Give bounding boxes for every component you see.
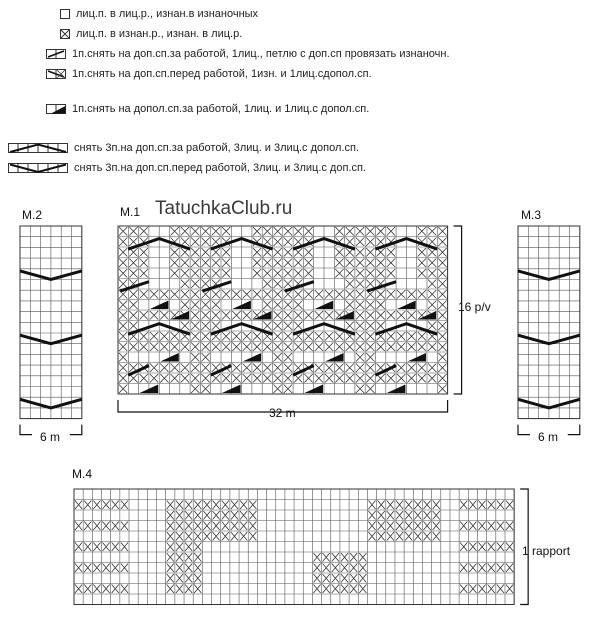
chart-m2-grid [20, 226, 82, 419]
legend-text: 1п.снять на доп.сп.перед работой, 1изн. и 1лиц.сдопол.сп. [72, 68, 372, 80]
chart-m4-title: M.4 [72, 467, 93, 481]
chart-m3-grid [518, 226, 580, 419]
legend-text: лиц.п. в лиц.р., изнан.в изнаночных [76, 8, 259, 20]
chart-m3-title: M.3 [521, 208, 542, 222]
chart-m3-grid-lines [518, 226, 580, 419]
chart-m1-width-bracket [118, 400, 448, 412]
chart-m1-grid-lines [118, 226, 448, 394]
legend-text: лиц.п. в изнан.р., изнан. в лиц.р. [76, 28, 243, 40]
chart-m2-grid-lines [20, 226, 82, 419]
chart-m3-width-bracket [518, 425, 580, 435]
watermark: TatuchkaClub.ru [155, 198, 293, 219]
chart-m4-grid-lines [74, 489, 514, 605]
chart-m4-repeat-label: 1 rapport [522, 544, 571, 558]
chart-m2-title: M.2 [22, 208, 43, 222]
chart-m1-title: M.1 [120, 205, 141, 219]
chart-m1-grid [118, 226, 448, 394]
legend-text: снять 3п.на доп.сп.за работой, 3лиц. и 3лиц.с допол.сп. [74, 142, 359, 154]
chart-m4-grid [74, 489, 514, 605]
legend-text: снять 3п.на доп.сп.перед работой, 3лиц. и 3лиц.с доп.сп. [74, 162, 366, 174]
chart-m1-height-label: 16 p/v [458, 300, 491, 314]
chart-m3-width-label: 6 m [538, 430, 559, 444]
chart-m4-repeat-bracket [520, 489, 528, 605]
legend-text: 1п.снять на доп.сп.за работой, 1лиц., петлю с доп.сп провязать изнаночн. [72, 48, 450, 60]
chart-m1-width-label: 32 m [269, 406, 296, 420]
legend-text: 1п.снять на допол.сп.за работой, 1лиц. и 1лиц.с допол.сп. [72, 103, 370, 115]
chart-m2-width-bracket [20, 425, 82, 435]
chart-m1-height-bracket [454, 226, 462, 394]
chart-m2-width-label: 6 m [40, 430, 61, 444]
